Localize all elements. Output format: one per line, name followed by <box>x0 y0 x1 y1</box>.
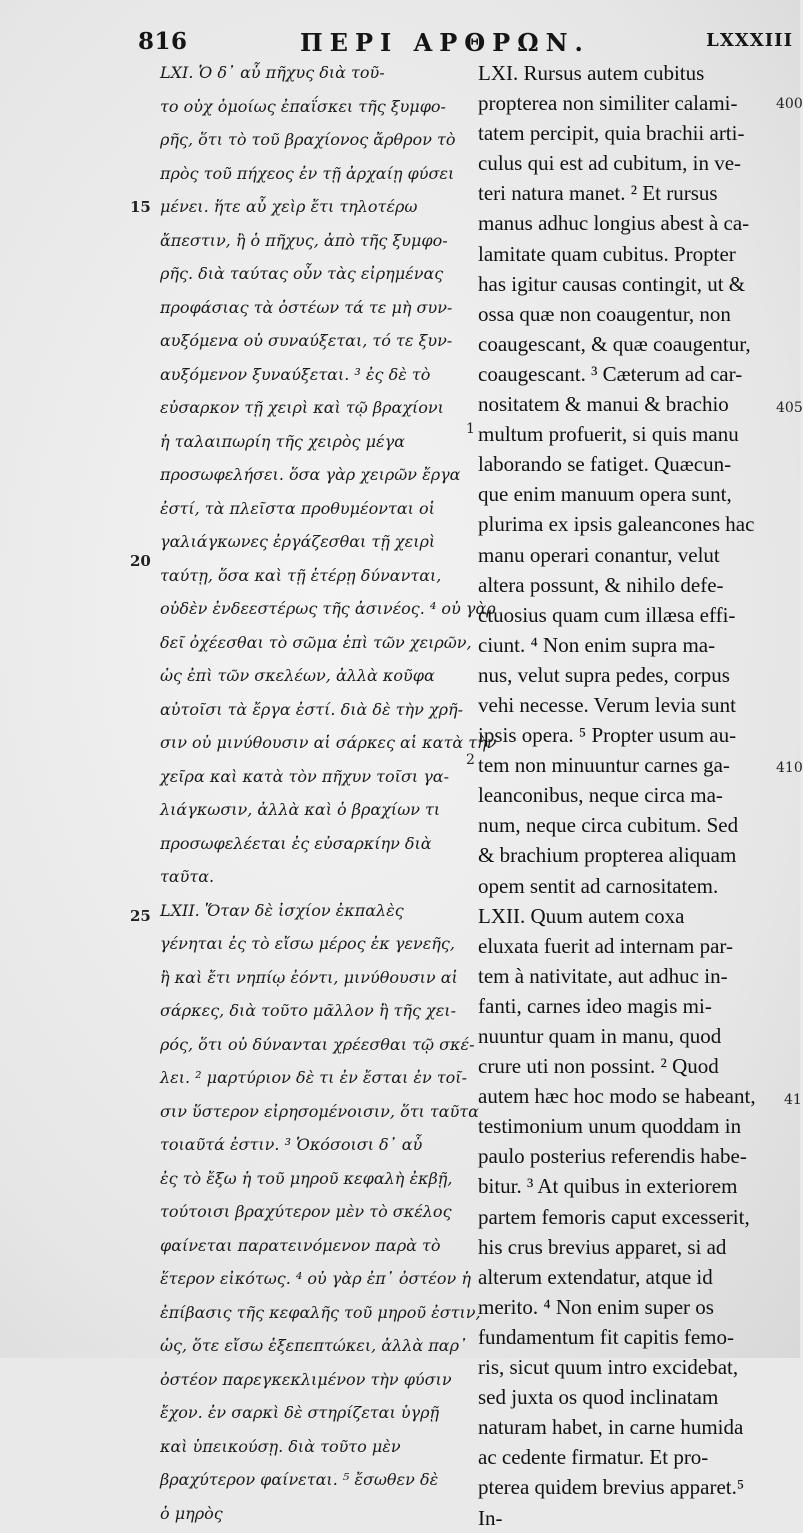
margin-line-number: 20 <box>130 552 151 570</box>
text-line: plurima ex ipsis galeancones hac <box>478 512 755 537</box>
text-line: vehi necesse. Verum levia sunt <box>478 692 736 717</box>
text-line: LXI. Rursus autem cubitus <box>478 61 705 85</box>
text-line: culus qui est ad cubitum, in ve- <box>478 151 742 176</box>
text-line: αὐτοῖσι τὰ ἔργα ἐστί. διὰ δὲ τὴν χρῆ- <box>160 699 464 719</box>
text-line: τούτοισι βραχύτερον μὲν τὸ σκέλος <box>160 1202 452 1221</box>
margin-line-number: 15 <box>130 198 151 216</box>
margin-note-mark: 2 <box>466 752 475 768</box>
text-line: In- <box>478 1505 503 1530</box>
text-line: ἢ καὶ ἔτι νηπίῳ ἐόντι, μινύθουσιν αἱ <box>160 967 458 987</box>
margin-note-mark: 1 <box>466 421 475 437</box>
text-line: ἕτερον εἰκότως. ⁴ οὐ γὰρ ἐπ᾽ ὀστέον ἡ <box>160 1269 471 1288</box>
text-line: manu operari conantur, velut <box>478 542 720 567</box>
text-line: ἐς τὸ ἔξω ἡ τοῦ μηροῦ κεφαλὴ ἐκβῇ, <box>160 1168 453 1188</box>
text-line: nositatem & manui & brachio <box>478 392 729 417</box>
margin-line-number: 25 <box>130 907 151 925</box>
text-line: εὐσαρκον τῇ χειρὶ καὶ τῷ βραχίονι <box>160 398 444 417</box>
text-line: ossa quæ non coaugentur, non <box>478 301 731 326</box>
text-line: το οὐχ ὁμοίως ἐπαΐσκει τῆς ξυμφο- <box>160 96 446 116</box>
text-line: nus, velut supra pedes, corpus <box>478 662 730 687</box>
text-line: γαλιάγκωνες ἐργάζεσθαι τῇ χειρὶ <box>160 532 436 551</box>
text-line: laborando se fatiget. Quæcun- <box>478 452 732 477</box>
text-line: προσωφελήσει. ὅσα γὰρ χειρῶν ἔργα <box>160 465 461 484</box>
text-line: φαίνεται παρατεινόμενον παρὰ τὸ <box>160 1235 441 1255</box>
text-line: sed juxta os quod inclinatam <box>478 1385 719 1410</box>
page-number: 816 <box>138 28 188 55</box>
text-line: καὶ ὑπεικούσῃ. διὰ τοῦτο μὲν <box>160 1436 401 1456</box>
text-line: ὁ μηρὸς <box>160 1503 223 1523</box>
text-line: ἐστί, τὰ πλεῖστα προθυμέονται οἱ <box>160 498 435 518</box>
text-line: LXII. Ὅταν δὲ ἰσχίον ἐκπαλὲς <box>160 900 404 920</box>
text-line: tem à nativitate, aut adhuc in- <box>478 963 728 988</box>
text-line: teri natura manet. ² Et rursus <box>478 181 718 206</box>
text-line: LXII. Quum autem coxa <box>478 903 685 928</box>
text-line: fanti, carnes ideo magis mi- <box>478 993 712 1018</box>
text-line: & brachium propterea aliquam <box>478 843 737 868</box>
running-header <box>138 28 793 56</box>
text-line: ταῦτα. <box>160 867 215 886</box>
text-line: has igitur causas contingit, ut & <box>478 271 746 296</box>
text-line: ρός, ὅτι οὐ δύνανται χρέεσθαι τῷ σκέ- <box>160 1034 475 1054</box>
latin-text-column <box>478 58 778 1533</box>
text-line: lamitate quam cubitus. Propter <box>478 241 736 266</box>
text-line: tatem percipit, quia brachii arti- <box>478 121 745 146</box>
text-line: altera possunt, & nihilo defe- <box>478 572 724 597</box>
text-line: ταύτῃ, ὅσα καὶ τῇ ἑτέρῃ δύνανται, <box>160 565 442 585</box>
text-line: ρῆς, ὅτι τὸ τοῦ βραχίονος ἄρθρον τὸ <box>160 130 456 149</box>
text-line: pterea quidem brevius apparet.⁵ <box>478 1475 745 1500</box>
text-line: ἐπίβασις τῆς κεφαλῆς τοῦ μηροῦ ἐστιν, <box>160 1302 481 1322</box>
text-line: testimonium unum quoddam in <box>478 1114 742 1139</box>
text-line: βραχύτερον φαίνεται. ⁵ ἔσωθεν δὲ <box>160 1470 439 1489</box>
running-title: ΠΕΡΙ ΑΡΘΡΩΝ. <box>300 28 590 57</box>
text-line: ὀστέον παρεγκεκλιμένον τὴν φύσιν <box>160 1369 452 1389</box>
text-line: his crus brevius apparet, si ad <box>478 1234 727 1259</box>
text-line: πρὸς τοῦ πήχεος ἐν τῇ ἀρχαίῃ φύσει <box>160 163 455 183</box>
text-line: ciunt. ⁴ Non enim supra ma- <box>478 632 716 657</box>
margin-column-number: 410 <box>776 760 803 776</box>
text-line: alterum extendatur, atque id <box>478 1264 713 1289</box>
margin-column-number: 405 <box>776 400 803 416</box>
text-line: μένει. ἥτε αὖ χεὶρ ἔτι τηλοτέρω <box>160 197 418 216</box>
text-line: γένηται ἐς τὸ εἴσω μέρος ἐκ γενεῆς, <box>160 934 455 953</box>
text-line: αυξόμενα οὐ συναύξεται, τό τε ξυν- <box>160 331 453 350</box>
text-line: ac cedente firmatur. Et pro- <box>478 1445 709 1470</box>
text-line: crure uti non possint. ² Quod <box>478 1054 719 1079</box>
text-line: σιν ὕστερον εἰρησομένοισιν, ὅτι ταῦτα <box>160 1101 479 1121</box>
text-line: multum profuerit, si quis manu <box>478 422 739 447</box>
text-line: ipsis opera. ⁵ Propter usum au- <box>478 723 737 748</box>
text-line: manus adhuc longius abest à ca- <box>478 211 750 236</box>
text-line: coaugescant, & quæ coaugentur, <box>478 331 751 356</box>
text-line: coaugescant. ³ Cæterum ad car- <box>478 361 743 386</box>
text-line: propterea non similiter calami- <box>478 91 738 116</box>
text-line: ὡς ἐπὶ τῶν σκελέων, ἀλλὰ κοῦφα <box>160 666 435 685</box>
text-line: que enim manuum opera sunt, <box>478 482 732 507</box>
text-line: προφάσιας τὰ ὀστέων τά τε μὴ συν- <box>160 297 453 317</box>
margin-column-number: 400 <box>776 96 803 112</box>
text-line: αυξόμενον ξυναύξεται. ³ ἐς δὲ τὸ <box>160 364 431 384</box>
section-number: LXXXIII <box>706 30 793 51</box>
text-line: autem hæc hoc modo se habeant, <box>478 1084 756 1109</box>
text-line: num, neque circa cubitum. Sed <box>478 813 739 838</box>
text-line: ἡ ταλαιπωρίη τῆς χειρὸς μέγα <box>160 431 405 451</box>
text-line: fundamentum fit capitis femo- <box>478 1324 735 1349</box>
text-line: opem sentit ad carnositatem. <box>478 873 719 898</box>
text-line: σάρκες, διὰ τοῦτο μᾶλλον ἢ τῆς χει- <box>160 1001 456 1020</box>
text-line: merito. ⁴ Non enim super os <box>478 1294 714 1319</box>
text-line: partem femoris caput excesserit, <box>478 1204 750 1229</box>
text-line: bitur. ³ At quibus in exteriorem <box>478 1174 738 1199</box>
text-line: λει. ² μαρτύριον δὲ τι ἐν ἔσται ἐν τοῖ- <box>160 1068 467 1087</box>
text-line: ὡς, ὅτε εἴσω ἐξεπεπτώκει, ἀλλὰ παρ᾽ <box>160 1336 467 1355</box>
text-line: οὐδὲν ἐνδεεστέρως τῆς ἀσινέος. ⁴ οὐ γὰρ <box>160 599 496 618</box>
text-line: eluxata fuerit ad internam par- <box>478 933 733 958</box>
text-line: σιν οὐ μινύθουσιν αἱ σάρκες αἱ κατὰ τὴν <box>160 733 497 752</box>
text-line: ἄπεστιν, ἢ ὁ πῆχυς, ἀπὸ τῆς ξυμφο- <box>160 230 448 250</box>
text-line: προσωφελέεται ἐς εὐσαρκίην διὰ <box>160 833 432 853</box>
text-line: λιάγκωσιν, ἀλλὰ καὶ ὁ βραχίων τι <box>160 800 441 819</box>
text-line: ris, sicut quum intro excidebat, <box>478 1355 739 1380</box>
text-line: paulo posterius referendis habe- <box>478 1144 747 1169</box>
text-line: LXI. Ὁ δ᾽ αὖ πῆχυς διὰ τοῦ- <box>160 63 385 82</box>
margin-column-number: 41 <box>784 1092 802 1108</box>
text-line: ctuosius quam cum illæsa effi- <box>478 602 736 627</box>
text-line: leanconibus, neque circa ma- <box>478 783 723 808</box>
text-line: ρῆς. διὰ ταύτας οὖν τὰς εἰρημένας <box>160 264 444 283</box>
text-line: naturam habet, in carne humida <box>478 1415 744 1440</box>
text-line: nuuntur quam in manu, quod <box>478 1024 722 1048</box>
text-line: τοιαῦτά ἐστιν. ³ Ὁκόσοισι δ᾽ αὖ <box>160 1135 423 1154</box>
text-line: δεῖ ὀχέεσθαι τὸ σῶμα ἐπὶ τῶν χειρῶν, <box>160 632 472 652</box>
text-line: χεῖρα καὶ κατὰ τὸν πῆχυν τοῖσι γα- <box>160 766 449 786</box>
text-line: tem non minuuntur carnes ga- <box>478 753 730 778</box>
text-line: ἔχον. ἐν σαρκὶ δὲ στηρίζεται ὑγρῇ <box>160 1403 440 1422</box>
